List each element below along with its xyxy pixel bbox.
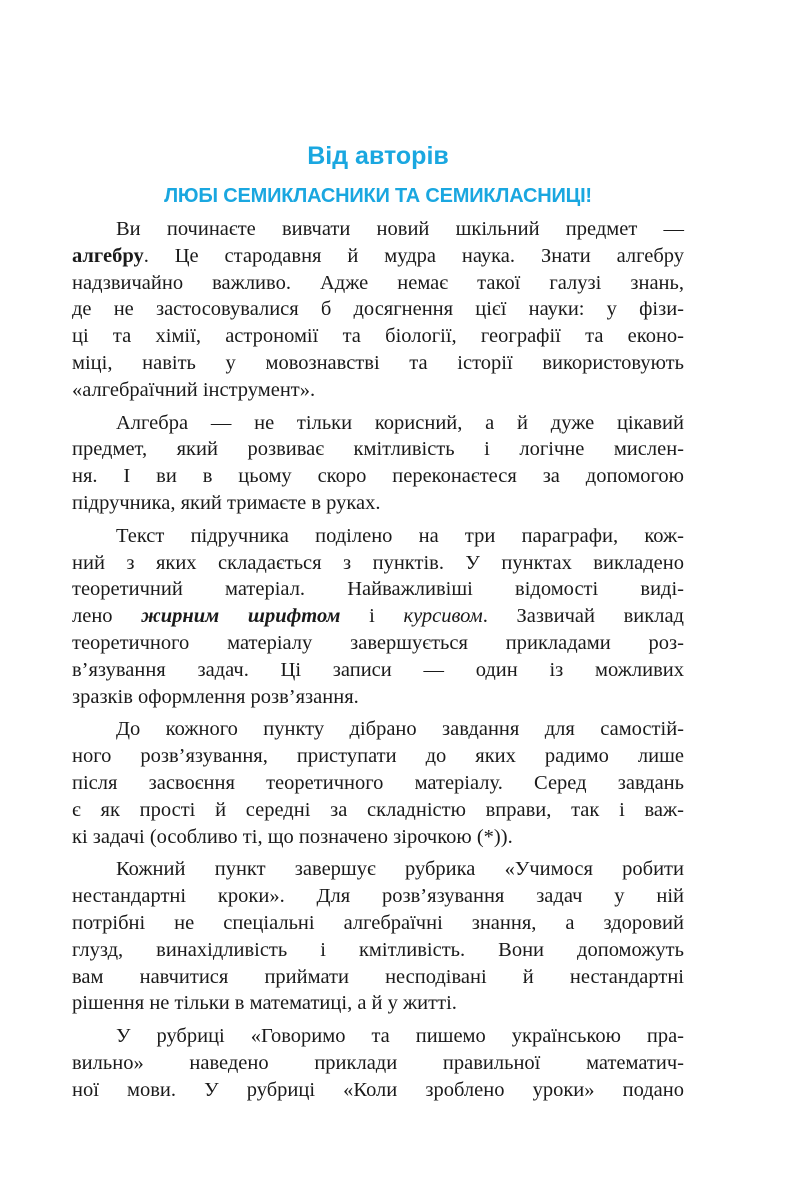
text-line: ної мови. У рубриці «Коли зроблено уроки» подано [72, 1078, 684, 1101]
text-run: . Зазвичай виклад [482, 605, 684, 628]
text-run: . Це стародавня й мудра наука. Знати алгебру [143, 244, 684, 267]
text-line: ного розв’язування, приступати до яких радимо лише [72, 745, 684, 768]
text-line: предмет, який розвиває кмітливість і логічне мислен- [72, 438, 684, 461]
text-line: теоретичного матеріалу завершується прикладами роз- [72, 631, 684, 654]
italic-term: курсивом [403, 605, 483, 628]
text-line: в’язування задач. Ці записи — один із можливих [72, 658, 684, 681]
text-line: є як прості й середні за складністю вправи, так і важ- [72, 798, 684, 821]
text-line: надзвичайно важливо. Адже немає такої галузі знань, [72, 271, 684, 294]
paragraph-2 [72, 410, 684, 517]
text-run: лено [72, 605, 142, 628]
text-line: після засвоєння теоретичного матеріалу. Серед завдань [72, 771, 684, 794]
page-title: Від авторів [307, 142, 449, 170]
text-line: ці та хімії, астрономії та біології, географії та еконо- [72, 325, 684, 348]
paragraph-4 [72, 716, 684, 850]
page [72, 0, 684, 1200]
text-run: і [340, 605, 404, 628]
text-line: кі задачі (особливо ті, що позначено зірочкою (*)). [72, 825, 513, 848]
text-line: Алгебра — не тільки корисний, а й дуже цікавий [116, 411, 684, 434]
text-line: Текст підручника поділено на три параграфи, кож- [116, 524, 684, 547]
text-line: підручника, який тримаєте в руках. [72, 491, 381, 514]
text-line: До кожного пункту дібрано завдання для самостій- [116, 718, 684, 741]
text-line: У рубриці «Говоримо та пишемо українською пра- [116, 1025, 684, 1048]
text-line: глузд, винахідливість і кмітливість. Вони допоможуть [72, 938, 684, 961]
text-line: потрібні не спеціальні алгебраїчні знання, а здоровий [72, 911, 684, 934]
text-line: нестандартні кроки». Для розв’язування задач у ній [72, 885, 684, 908]
paragraph-3 [72, 523, 684, 711]
body-text [72, 216, 684, 1110]
text-line: вам навчитися приймати несподівані й нестандартні [72, 965, 684, 988]
text-line: ний з яких складається з пунктів. У пунктах викладено [72, 551, 684, 574]
text-line [72, 243, 684, 270]
text-line [72, 603, 684, 630]
page-subtitle: ЛЮБІ СЕМИКЛАСНИКИ ТА СЕМИКЛАСНИЦІ! [164, 185, 592, 207]
text-line: зразків оформлення розв’язання. [72, 685, 359, 708]
text-line: Ви починаєте вивчати новий шкільний предмет — [116, 218, 684, 240]
bold-term-algebra: алгебру [72, 244, 144, 267]
paragraph-1 [72, 216, 684, 404]
text-line: рішення не тільки в математиці, а й у житті. [72, 992, 457, 1015]
text-line: «алгебраїчний інструмент». [72, 378, 316, 401]
text-line: міці, навіть у мовознавстві та історії використовують [72, 351, 684, 374]
bold-term: жирним шрифтом [141, 605, 341, 628]
text-line: ня. І ви в цьому скоро переконаєтеся за допомогою [72, 465, 684, 488]
text-line: теоретичний матеріал. Найважливіші відомості виді- [72, 578, 684, 601]
text-line: де не застосовувалися б досягнення цієї науки: у фізи- [72, 298, 684, 321]
text-line: Кожний пункт завершує рубрика «Учимося робити [116, 858, 684, 881]
paragraph-6 [72, 1023, 684, 1103]
paragraph-5 [72, 856, 684, 1017]
text-line: вильно» наведено приклади правильної математич- [72, 1051, 684, 1074]
